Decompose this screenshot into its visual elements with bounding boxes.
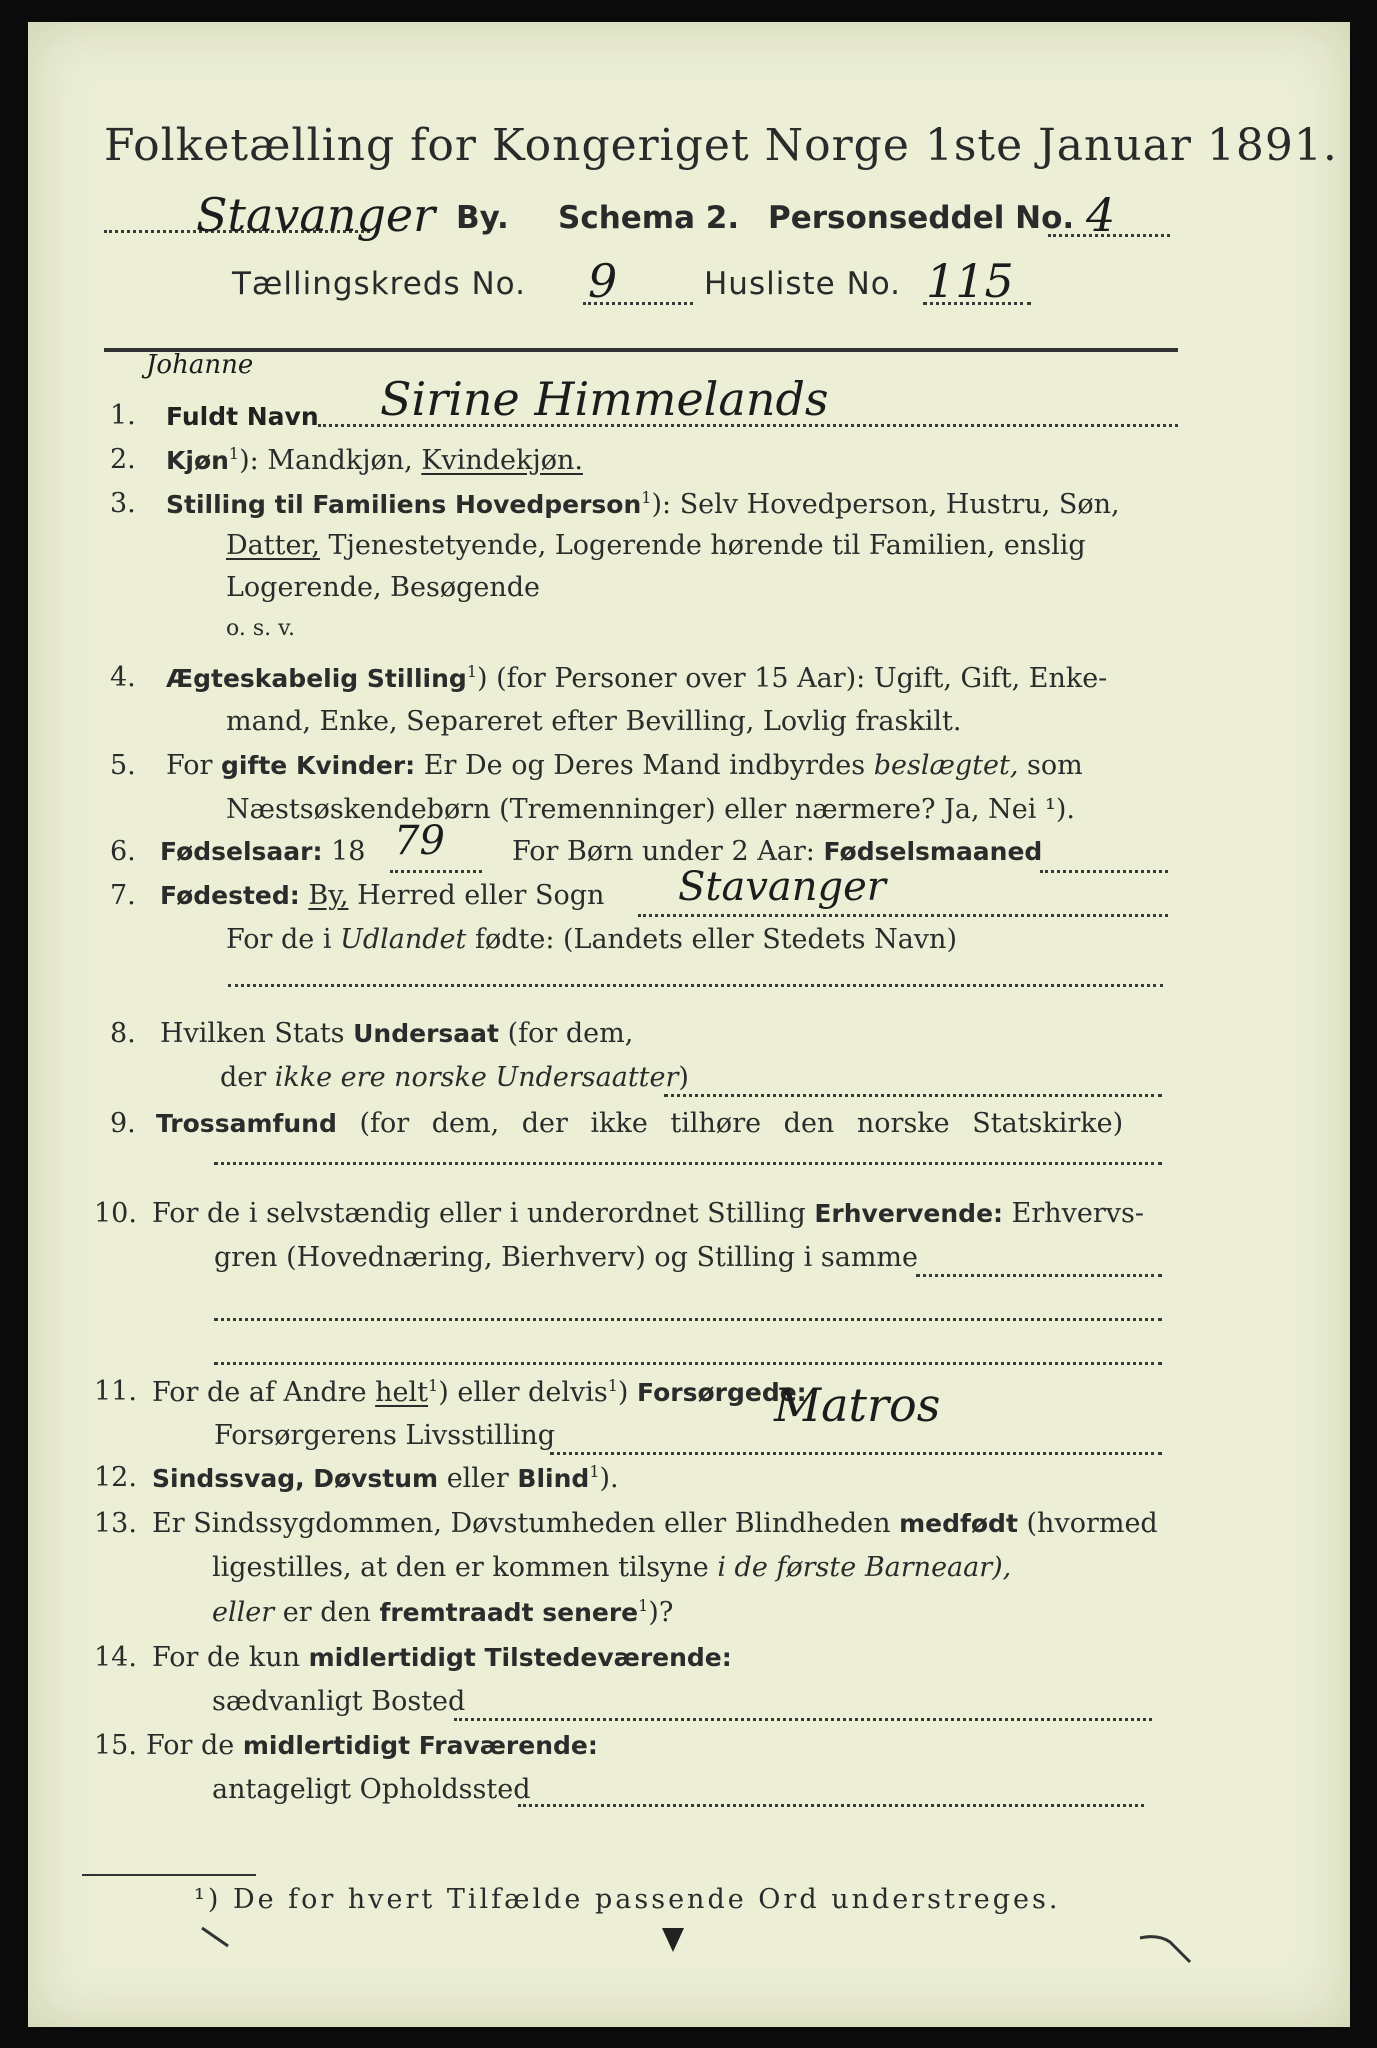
nationality-text-e: ) (678, 1062, 689, 1093)
birth-year-label: Fødselsaar: (160, 837, 323, 866)
husliste-number: 115 (926, 254, 1014, 308)
birth-year-prefix: 18 (331, 836, 366, 867)
entry-15-line2: antageligt Opholdssted (212, 1774, 531, 1805)
married-text-c: som (1027, 750, 1083, 781)
nationality-text-d: ikke ere norske Undersaatter (274, 1062, 679, 1093)
gender-option-female: Kvindekjøn. (421, 445, 583, 476)
entry-13-line2 (212, 1552, 1011, 1583)
entry-7-text (160, 880, 604, 911)
entry-14-line2: sædvanligt Bosted (212, 1686, 466, 1717)
married-women-label: gifte Kvinder: (221, 751, 416, 780)
entry-15-line1 (146, 1730, 598, 1761)
kreds-dotted-line (583, 302, 693, 305)
entry-9-number: 9. (110, 1108, 136, 1139)
entry-5-line2: Næstsøskendebørn (Tremenninger) eller nærmere? Ja, Nei ¹). (226, 794, 1075, 825)
entry-13-line1 (152, 1508, 1158, 1539)
header-rule (104, 348, 1178, 352)
entry-10-line2: gren (Hovednæring, Bierhverv) og Stilling i samme (214, 1242, 919, 1273)
congenital-text-f: er den (282, 1597, 371, 1628)
marital-options-1: (for Personer over 15 Aar): Ugift, Gift, Enke- (496, 663, 1108, 694)
blind-label: Blind (517, 1464, 590, 1493)
entry-1-number: 1. (110, 400, 136, 431)
family-position-label: Stilling til Familiens Hovedperson (166, 490, 642, 519)
entry-3-line2 (226, 530, 1086, 561)
probable-stay-line (518, 1804, 1144, 1807)
gender-sup: 1 (228, 444, 240, 463)
gender-option-male: Mandkjøn, (267, 445, 413, 476)
birthplace-label: Fødested: (160, 881, 300, 910)
birth-month-label: Fødselsmaaned (823, 837, 1043, 866)
census-form (28, 22, 1350, 2027)
entry-12-number: 12. (94, 1462, 137, 1493)
abroad-text-c: fødte: (Landets eller Stedets Navn) (474, 924, 957, 955)
occupation-text-b: Erhvervs- (1011, 1198, 1145, 1229)
occupation-label: Erhvervende: (814, 1199, 1004, 1228)
congenital-text-e: eller (212, 1597, 275, 1628)
footnote-text: De for hvert Tilfælde passende Ord understreges. (232, 1884, 1061, 1915)
entry-7-line2 (226, 924, 957, 955)
supported-label: Forsørgede: (637, 1378, 807, 1407)
religion-line (214, 1162, 1162, 1165)
first-name-note: Johanne (146, 350, 254, 380)
birth-year-value: 79 (394, 818, 445, 864)
entry-5-line1 (166, 750, 1083, 781)
occupation-line-3 (214, 1362, 1162, 1365)
entry-15-number: 15. (94, 1730, 137, 1761)
congenital-text-a: Er Sindssygdommen, Døvstumheden eller Blindheden (152, 1508, 891, 1539)
kreds-number: 9 (588, 254, 618, 308)
congenital-text-d: i de første Barneaar), (717, 1552, 1012, 1583)
entry-5-number: 5. (110, 750, 136, 781)
entry-14-number: 14. (94, 1642, 137, 1673)
entry-2-number: 2. (110, 444, 136, 475)
deaf-label: Døvstum (313, 1464, 439, 1493)
birthplace-by: By, (308, 880, 349, 911)
birthplace-line (638, 914, 1168, 917)
birth-year-line (390, 870, 482, 873)
entry-14-line1 (152, 1642, 732, 1673)
congenital-text-c: ligestilles, at den er kommen tilsyne (212, 1552, 709, 1583)
occupation-line-2 (214, 1318, 1162, 1321)
entry-11-line1: For de af Andre helt$^1$) eller delvis$^1$) Forsørgede: (152, 1376, 807, 1408)
personseddel-number: 4 (1086, 188, 1116, 242)
abroad-text-b: Udlandet (340, 924, 467, 955)
abroad-line (228, 984, 1163, 987)
form-title: Folketælling for Kongeriget Norge 1ste Januar 1891. (104, 120, 1338, 171)
footnote-rule (82, 1874, 256, 1876)
schema-label: Schema 2. (558, 200, 740, 236)
family-position-sup: 1 (641, 488, 652, 507)
entry-6-text (160, 836, 365, 867)
entry-7-number: 7. (110, 880, 136, 911)
marital-sup: 1 (466, 662, 478, 681)
entry-13-number: 13. (94, 1508, 137, 1539)
stray-mark-right (1138, 1930, 1198, 1970)
entry-3-line1: Stilling til Familiens Hovedperson$^1$): Selv Hovedperson, Hustru, Søn, (166, 488, 1120, 520)
family-position-options-1: Selv Hovedperson, Hustru, Søn, (679, 489, 1120, 520)
married-prefix: For (166, 750, 213, 781)
nationality-label: Undersaat (353, 1019, 499, 1048)
supported-text-a: For de af Andre (152, 1377, 367, 1408)
footnote-marker: ¹) (194, 1884, 222, 1915)
husliste-label: Husliste No. (704, 266, 902, 302)
family-position-options-2: Tjenestetyende, Logerende hørende til Familien, enslig (328, 530, 1086, 561)
entry-3-number: 3. (110, 488, 136, 519)
nationality-line (664, 1094, 1162, 1097)
nationality-text-a: Hvilken Stats (160, 1018, 345, 1049)
city-handwritten: Stavanger (196, 188, 436, 242)
kreds-label: Tællingskreds No. (232, 266, 526, 302)
provider-value: Matros (774, 1378, 941, 1432)
insane-label: Sindssvag, (152, 1464, 305, 1493)
usual-residence-line (454, 1718, 1152, 1721)
gender-label: Kjøn (166, 446, 229, 475)
religion-label: Trossamfund (156, 1109, 337, 1138)
entry-4-number: 4. (110, 662, 136, 693)
entry-11-line2: Forsørgerens Livsstilling (214, 1420, 556, 1451)
entry-3-line4: o. s. v. (226, 616, 295, 641)
stray-mark-left (198, 1922, 238, 1952)
occupation-text-a: For de i selvstændig eller i underordnet Stilling (152, 1198, 806, 1229)
family-position-selected: Datter, (226, 530, 320, 561)
supported-fully: helt (375, 1377, 429, 1408)
abroad-text-a: For de i (226, 924, 332, 955)
entry-9-text (156, 1108, 1123, 1139)
birthplace-herred: Herred eller Sogn (357, 880, 605, 911)
full-name-value: Sirine Himmelands (380, 372, 829, 426)
under-2-text: For Børn under 2 Aar: (512, 836, 815, 867)
married-text-b: beslægtet, (873, 750, 1019, 781)
disability-end: ). (599, 1463, 619, 1494)
entry-6-number: 6. (110, 836, 136, 867)
religion-text: (for dem, der ikke tilhøre den norske Statskirke) (359, 1108, 1124, 1139)
entry-3-line3: Logerende, Besøgende (226, 572, 540, 603)
supported-text-b: eller delvis (457, 1377, 608, 1408)
by-label: By. (456, 200, 509, 236)
entry-4-line1: Ægteskabelig Stilling$^1$) (for Personer over 15 Aar): Ugift, Gift, Enke- (166, 662, 1108, 694)
temporarily-absent-label: midlertidigt Fraværende: (242, 1731, 598, 1760)
nationality-text-c: der (220, 1062, 267, 1093)
stray-mark-center (658, 1922, 688, 1962)
entry-8-number: 8. (110, 1018, 136, 1049)
congenital-text-g: )? (648, 1597, 674, 1628)
temporarily-present-label: midlertidigt Tilstedeværende: (308, 1643, 732, 1672)
entry-8-line1 (160, 1018, 633, 1049)
occupation-line-1 (916, 1274, 1162, 1277)
entry-12-text: Sindssvag, Døvstum eller Blind$^1$). (152, 1462, 619, 1494)
provider-line (550, 1452, 1162, 1455)
entry-11-number: 11. (94, 1376, 137, 1407)
nationality-text-b: (for dem, (507, 1018, 634, 1049)
footnote (194, 1884, 1060, 1915)
married-text-a: Er De og Deres Mand indbyrdes (423, 750, 866, 781)
full-name-label: Fuldt Navn (166, 402, 319, 431)
later-label: fremtraadt senere (379, 1598, 639, 1627)
entry-8-line2 (220, 1062, 689, 1093)
disability-mid: eller (446, 1463, 509, 1494)
congenital-label: medfødt (899, 1509, 1018, 1538)
entry-4-line2: mand, Enke, Separeret efter Bevilling, Lovlig fraskilt. (226, 706, 962, 737)
entry-13-line3: eller er den fremtraadt senere$^1$)? (212, 1596, 674, 1628)
present-prefix: For de kun (152, 1642, 300, 1673)
absent-prefix: For de (146, 1730, 235, 1761)
entry-2-text: Kjøn$^1$): Mandkjøn, Kvindekjøn. (166, 444, 583, 476)
entry-6-mid (512, 836, 1042, 867)
marital-status-label: Ægteskabelig Stilling (166, 664, 467, 693)
personseddel-label: Personseddel No. (768, 200, 1075, 236)
entry-10-line1 (152, 1198, 1144, 1229)
birthplace-value: Stavanger (678, 864, 886, 910)
birth-month-line (1040, 870, 1168, 873)
husliste-dotted-line (923, 302, 1031, 305)
entry-10-number: 10. (94, 1198, 137, 1229)
congenital-text-b: (hvormed (1026, 1508, 1158, 1539)
